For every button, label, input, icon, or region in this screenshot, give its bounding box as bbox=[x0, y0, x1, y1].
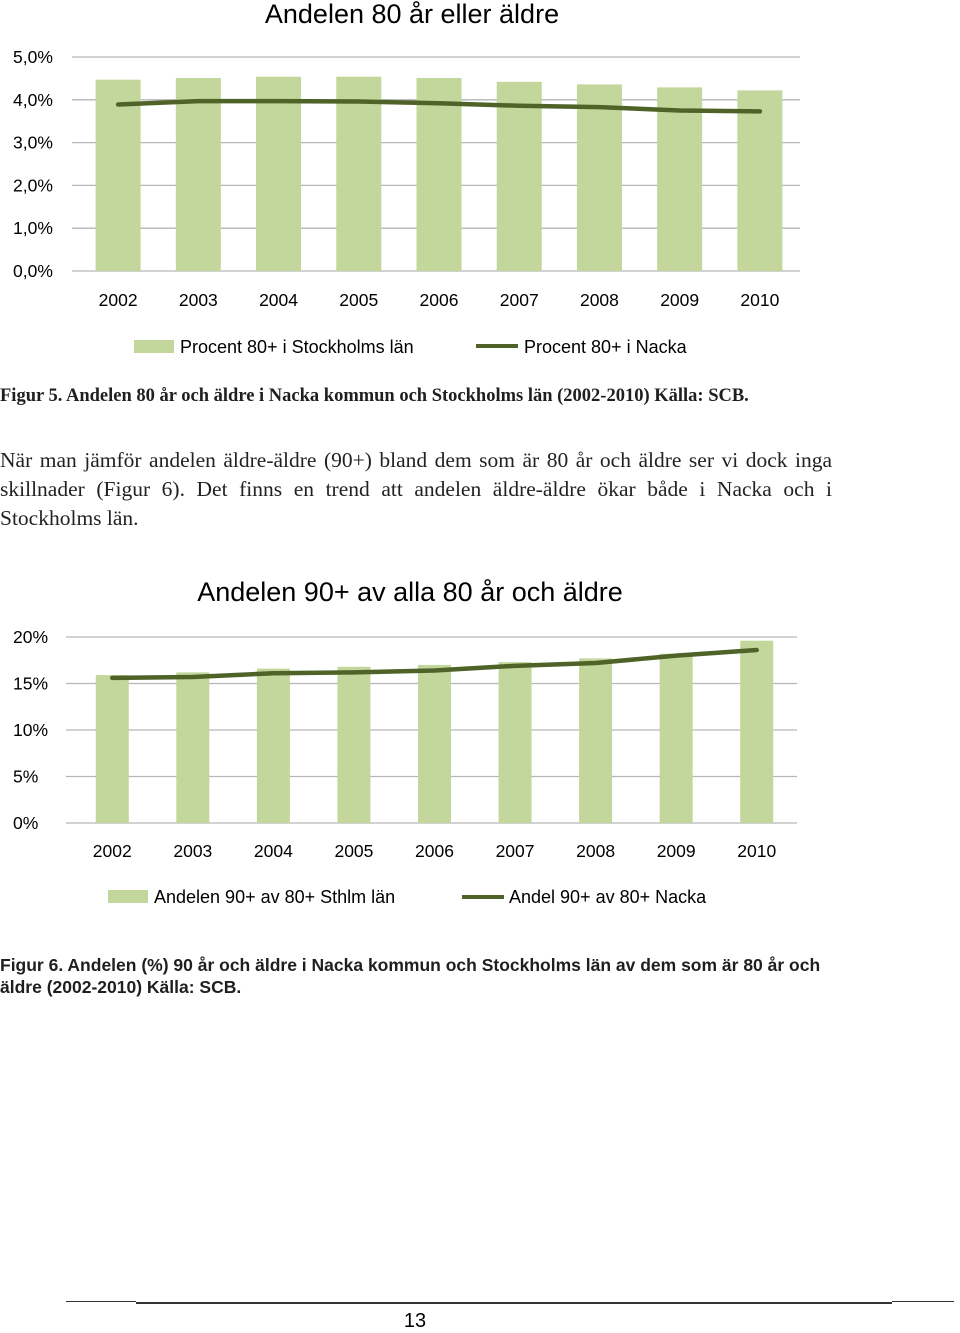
chart2-ytick-label: 5% bbox=[13, 766, 39, 787]
chart2-bar-2009 bbox=[660, 654, 693, 823]
chart2-bar-2004 bbox=[257, 669, 290, 823]
chart1-bar-2004 bbox=[256, 77, 301, 271]
chart2-bar-2008 bbox=[579, 658, 612, 823]
chart2-legend-bar-swatch bbox=[108, 890, 148, 903]
chart1-bar-2007 bbox=[497, 82, 542, 271]
body-paragraph: När man jämför andelen äldre-äldre (90+) bland dem som är 80 år och äldre ser vi dock inga skillnader (Figur 6). Det finns en trend att andelen äldre-äldre ökar både i Nacka och i Stockholms län. bbox=[0, 448, 832, 530]
chart1-ytick-label: 0,0% bbox=[13, 261, 53, 281]
chart2-xtick-label: 2006 bbox=[415, 841, 454, 861]
chart1-bar-2009 bbox=[657, 87, 702, 271]
chart1-legend-bar-swatch bbox=[134, 340, 174, 353]
chart-andelen-80 bbox=[0, 0, 960, 370]
chart2-legend-line-label: Andel 90+ av 80+ Nacka bbox=[509, 887, 707, 907]
chart1-bar-2003 bbox=[176, 78, 221, 271]
chart1-xtick-label: 2007 bbox=[499, 290, 539, 310]
chart2-xtick-label: 2009 bbox=[656, 841, 696, 861]
chart1-ytick-label: 5,0% bbox=[13, 47, 53, 67]
chart1-bar-2006 bbox=[417, 78, 462, 271]
chart1-bar-2010 bbox=[737, 90, 782, 271]
footer-rule-right bbox=[892, 1301, 954, 1302]
chart2-ytick-label: 15% bbox=[13, 673, 49, 694]
chart1-bar-2008 bbox=[577, 84, 622, 271]
chart2-xtick-label: 2007 bbox=[495, 841, 535, 861]
chart1-legend-bar-label: Procent 80+ i Stockholms län bbox=[180, 337, 414, 357]
chart2-xtick-label: 2008 bbox=[576, 841, 616, 861]
chart1-title: Andelen 80 år eller äldre bbox=[264, 0, 560, 29]
chart2-ytick-label: 10% bbox=[13, 720, 49, 740]
chart1-legend-line-label: Procent 80+ i Nacka bbox=[524, 337, 687, 357]
chart1-xtick-label: 2009 bbox=[660, 290, 700, 310]
chart2-bar-2006 bbox=[418, 665, 451, 823]
footer-rule-main bbox=[136, 1302, 892, 1304]
chart1-ytick-label: 3,0% bbox=[13, 132, 53, 153]
chart1-bar-2005 bbox=[336, 77, 381, 271]
chart-andelen-90 bbox=[0, 565, 960, 935]
chart2-bar-2007 bbox=[499, 662, 532, 823]
figure-5-caption bbox=[0, 386, 860, 408]
chart2-ytick-label: 0% bbox=[13, 813, 39, 833]
chart2-bar-2003 bbox=[176, 672, 209, 823]
chart1-ytick-label: 1,0% bbox=[13, 218, 53, 239]
chart1-xtick-label: 2006 bbox=[419, 290, 459, 310]
chart2-xtick-label: 2002 bbox=[92, 841, 132, 861]
chart1-xtick-label: 2005 bbox=[339, 290, 379, 310]
figure-6-caption bbox=[0, 955, 860, 998]
chart1-ytick-label: 4,0% bbox=[13, 89, 53, 110]
chart2-bar-2010 bbox=[740, 641, 773, 823]
chart2-xtick-label: 2010 bbox=[737, 841, 777, 861]
chart2-legend-bar-label: Andelen 90+ av 80+ Sthlm län bbox=[154, 887, 396, 907]
chart1-xtick-label: 2008 bbox=[579, 290, 619, 310]
chart1-xtick-label: 2003 bbox=[178, 290, 218, 310]
figure-5-label: Figur 5. bbox=[0, 386, 63, 406]
chart2-xtick-label: 2005 bbox=[334, 841, 374, 861]
chart1-ytick-label: 2,0% bbox=[13, 175, 53, 196]
chart1-xtick-label: 2004 bbox=[259, 290, 299, 310]
footer-rule-left bbox=[66, 1301, 136, 1302]
figure-5-text: Andelen 80 år och äldre i Nacka kommun och Stockholms län (2002-2010) Källa: SCB. bbox=[65, 386, 749, 406]
figure-6-label: Figur 6. bbox=[0, 955, 64, 975]
chart2-ytick-label: 20% bbox=[13, 627, 49, 647]
chart2-xtick-label: 2004 bbox=[253, 841, 293, 861]
chart2-bar-2005 bbox=[337, 667, 370, 823]
chart1-bar-2002 bbox=[96, 80, 141, 271]
chart2-bar-2002 bbox=[96, 675, 129, 823]
chart2-title: Andelen 90+ av alla 80 år och äldre bbox=[197, 577, 623, 607]
page-number: 13 bbox=[403, 1310, 427, 1332]
chart2-xtick-label: 2003 bbox=[173, 841, 213, 861]
chart1-xtick-label: 2002 bbox=[98, 290, 138, 310]
chart1-xtick-label: 2010 bbox=[740, 290, 780, 310]
figure-6-text: Andelen (%) 90 år och äldre i Nacka kommun och Stockholms län av dem som är 80 år och äldre (2002-2010) Källa: SCB. bbox=[0, 955, 821, 997]
